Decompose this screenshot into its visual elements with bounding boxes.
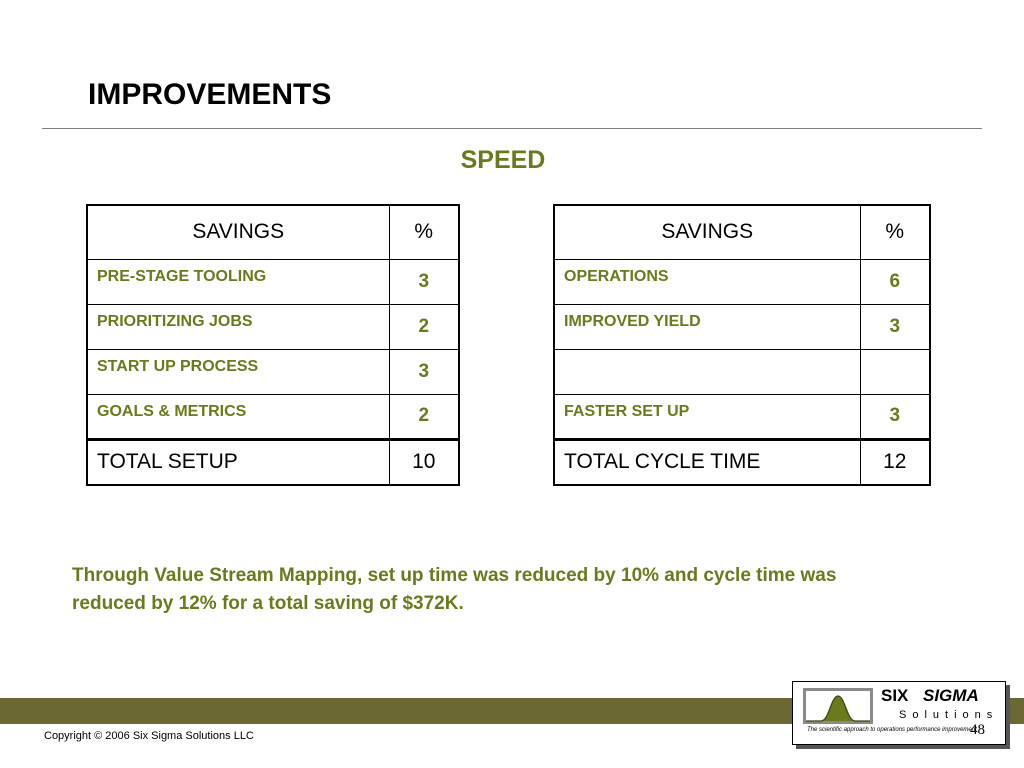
row-value: 3 bbox=[860, 304, 930, 349]
row-value: 3 bbox=[389, 349, 459, 394]
row-label: FASTER SET UP bbox=[554, 394, 860, 439]
logo-tagline: The scientific approach to operations performance improvement bbox=[807, 727, 977, 733]
logo-text-six: SIX bbox=[881, 686, 909, 705]
total-value: 10 bbox=[389, 439, 459, 485]
page-number: 48 bbox=[970, 722, 985, 738]
row-label: START UP PROCESS bbox=[87, 349, 389, 394]
total-label: TOTAL CYCLE TIME bbox=[554, 439, 860, 485]
table-header-row bbox=[87, 205, 459, 259]
setup-savings-table bbox=[86, 204, 460, 486]
title-divider bbox=[42, 128, 982, 129]
total-label: TOTAL SETUP bbox=[87, 439, 389, 485]
row-value bbox=[860, 349, 930, 394]
percent-column-header: % bbox=[860, 205, 930, 259]
table-row bbox=[554, 259, 930, 304]
table-header-row bbox=[554, 205, 930, 259]
row-value: 3 bbox=[389, 259, 459, 304]
table-total-row bbox=[87, 439, 459, 485]
row-label: GOALS & METRICS bbox=[87, 394, 389, 439]
table-row bbox=[87, 394, 459, 439]
row-label: OPERATIONS bbox=[554, 259, 860, 304]
row-label: PRE-STAGE TOOLING bbox=[87, 259, 389, 304]
bell-curve-icon bbox=[803, 688, 873, 724]
cycle-time-savings-table bbox=[553, 204, 931, 486]
table-row bbox=[87, 349, 459, 394]
row-value: 6 bbox=[860, 259, 930, 304]
row-value: 2 bbox=[389, 304, 459, 349]
row-label: PRIORITIZING JOBS bbox=[87, 304, 389, 349]
savings-column-header: SAVINGS bbox=[554, 205, 860, 259]
slide-subtitle: SPEED bbox=[460, 146, 546, 174]
table-row bbox=[554, 394, 930, 439]
copyright-text: Copyright © 2006 Six Sigma Solutions LLC bbox=[44, 730, 254, 742]
percent-column-header: % bbox=[389, 205, 459, 259]
table-total-row bbox=[554, 439, 930, 485]
table-row bbox=[554, 304, 930, 349]
slide-title: IMPROVEMENTS bbox=[88, 78, 332, 111]
total-value: 12 bbox=[860, 439, 930, 485]
row-label bbox=[554, 349, 860, 394]
table-row bbox=[87, 304, 459, 349]
row-label: IMPROVED YIELD bbox=[554, 304, 860, 349]
summary-text: Through Value Stream Mapping, set up time was reduced by 10% and cycle time was reduced by 12% for a total saving of $372K. bbox=[72, 565, 837, 614]
logo-text-sigma: SIGMA bbox=[923, 686, 979, 705]
logo-text-solutions: Solutions bbox=[899, 709, 999, 721]
savings-column-header: SAVINGS bbox=[87, 205, 389, 259]
table-row bbox=[87, 259, 459, 304]
row-value: 3 bbox=[860, 394, 930, 439]
row-value: 2 bbox=[389, 394, 459, 439]
table-row bbox=[554, 349, 930, 394]
